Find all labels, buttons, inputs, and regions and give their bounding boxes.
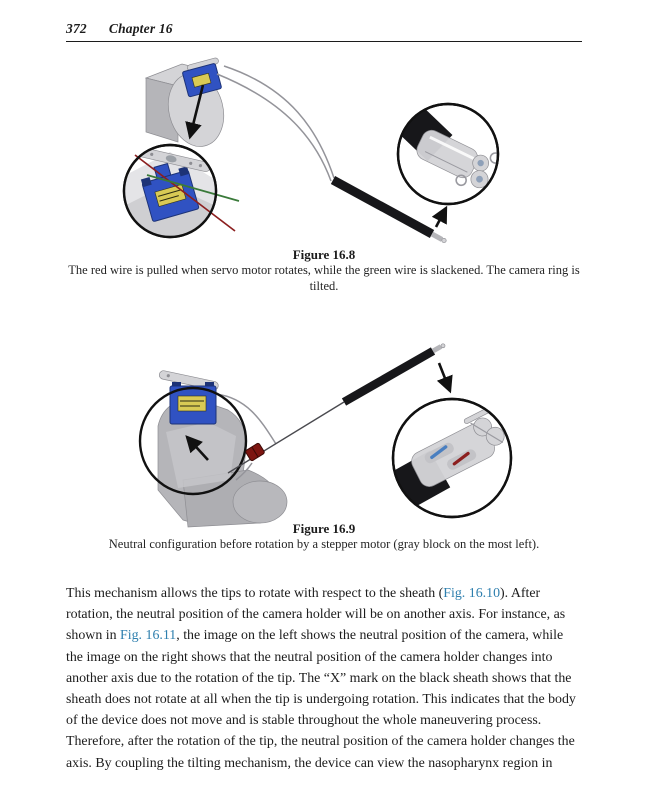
sheath [344, 344, 445, 402]
page-number: 372 [66, 21, 87, 36]
sheath-tip [433, 347, 441, 352]
figure-16-9-artwork [88, 330, 558, 530]
figure-16-8-label: Figure 16.8 [292, 247, 356, 262]
figure-16-8-artwork [88, 54, 558, 254]
servo-motor-main [181, 57, 226, 97]
figure-16-9-caption: Neutral configuration before rotation by a stepper motor (gray block on the most left). [108, 537, 540, 551]
figure-reference-link[interactable]: Fig. 16.11 [120, 628, 177, 644]
pull-wire-lower [217, 74, 331, 181]
running-header [66, 21, 582, 37]
camera-holder-zoom-inset [388, 399, 512, 517]
zoom-arrow-camera-ring [436, 208, 446, 227]
paragraph-text-run: ). After rotation, the neutral position of the camera holder will be on another axis. For instance, as shown in [66, 585, 566, 644]
figure-reference-link[interactable]: Fig. 16.10 [443, 585, 501, 601]
shaft-coupler [245, 443, 265, 462]
servo-zoom-inset [124, 145, 239, 238]
header-rule [66, 41, 582, 42]
paragraph-text-run: This mechanism allows the tips to rotate with respect to the sheath ( [66, 585, 444, 601]
chapter-title: Chapter 16 [108, 21, 173, 36]
sheath-tip [432, 234, 442, 240]
body-paragraph [66, 583, 583, 774]
figure-16-8-caption: The red wire is pulled when servo motor rotates, while the green wire is slackened. The camera ring is tilted. [68, 263, 580, 293]
servo-label [178, 396, 206, 411]
paragraph-text-run: , the image on the left shows the neutral position of the camera, while the image on the right shows that the neutral position of the camera holder changes into another axis due to the rotation of the tip. The “X” mark on the black sheath shows that the sheath does not rotate at all when the tip is undergoing rotation. This indicates that the body of the device does not move and is stable throughout the whole maneuvering process. Therefore, after the rotation of the tip, the neutral position of the camera holder changes the axis. By coupling the tilting mechanism, the device can view the nasopharynx region in [66, 628, 576, 771]
figure-16-9-label: Figure 16.9 [292, 521, 356, 536]
camera-ring-zoom-inset [394, 104, 502, 204]
zoom-arrow-camera-holder [439, 363, 450, 391]
pull-wire-upper [224, 66, 334, 178]
